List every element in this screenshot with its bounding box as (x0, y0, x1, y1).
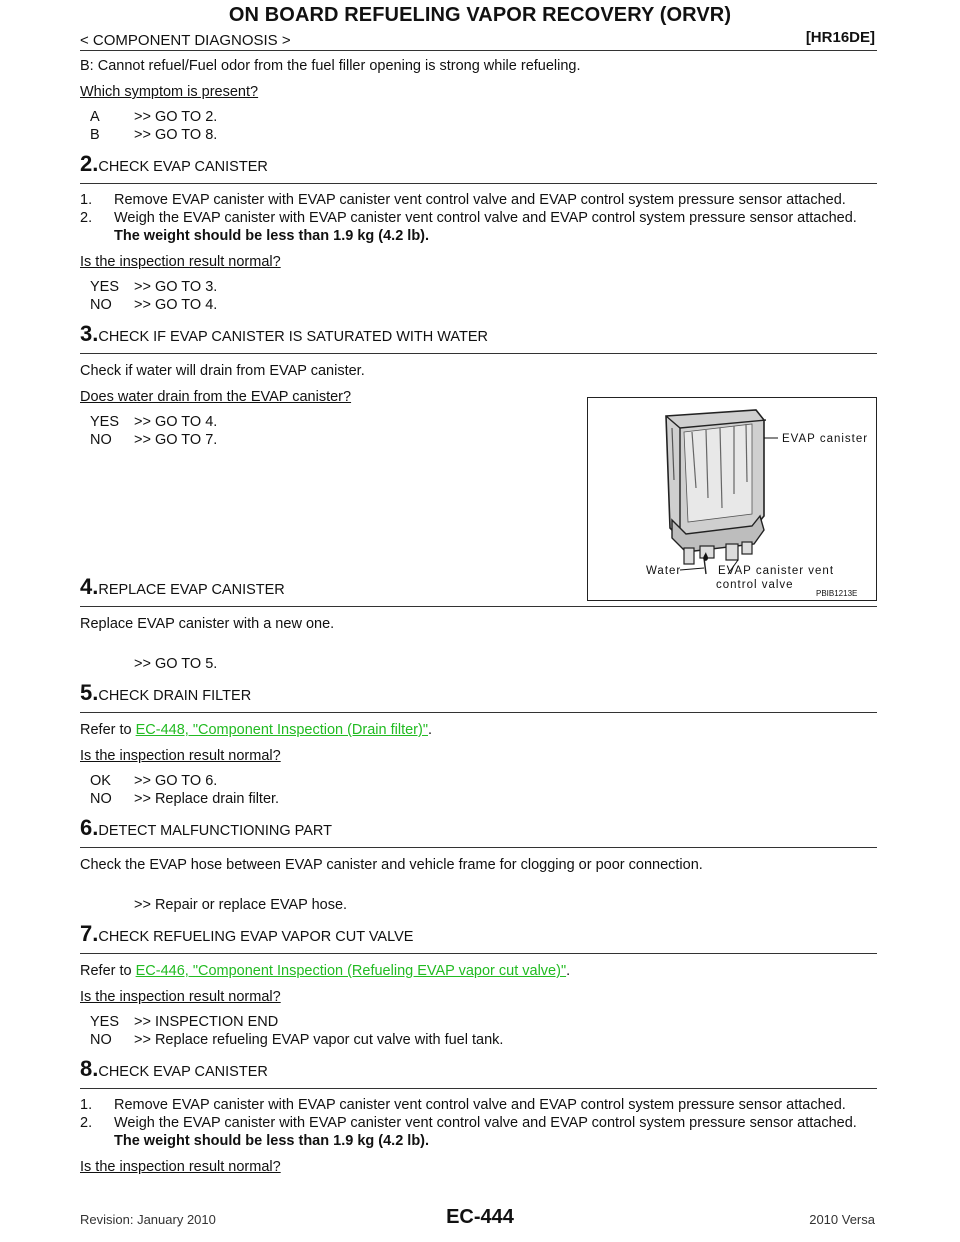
step-5-question: Is the inspection result normal? (80, 748, 281, 764)
step-number: 6. (80, 815, 99, 840)
item-text: Weigh the EVAP canister with EVAP canister vent control valve and EVAP control system pressure sensor attached. (114, 1115, 857, 1131)
refer-prefix: Refer to (80, 722, 136, 738)
step-3-text: Check if water will drain from EVAP canister. (80, 363, 365, 379)
answer-row (90, 126, 877, 144)
item-number: 1. (80, 192, 93, 208)
item-number: 2. (80, 1115, 93, 1131)
answer-row (90, 655, 877, 673)
breadcrumb: < COMPONENT DIAGNOSIS > (80, 32, 291, 49)
label-evap-canister: EVAP canister (782, 433, 869, 445)
step-number: 3. (80, 321, 99, 346)
answer-text: >> Replace refueling EVAP vapor cut valve with fuel tank. (134, 1032, 504, 1048)
item-number: 2. (80, 210, 93, 226)
step-4-answers (90, 655, 877, 673)
step-5-answers (90, 772, 877, 808)
step-5-heading (80, 680, 877, 713)
answer-row (90, 896, 877, 914)
answer-key: YES (90, 279, 120, 295)
answer-key: NO (90, 791, 112, 807)
step-7-question: Is the inspection result normal? (80, 989, 281, 1005)
step-number: 4. (80, 574, 99, 599)
answer-key: YES (90, 414, 120, 430)
answer-text: >> GO TO 5. (134, 656, 218, 672)
answer-key: YES (90, 1014, 120, 1030)
step-7-answers (90, 1013, 877, 1049)
list-item (80, 1114, 877, 1150)
answer-row (90, 108, 877, 126)
page-number: EC-444 (446, 1206, 514, 1228)
answer-text: >> GO TO 8. (134, 127, 218, 143)
weight-note: The weight should be less than 1.9 kg (4.2 lb). (114, 1133, 430, 1149)
symptom-question: Which symptom is present? (80, 84, 259, 100)
weight-note: The weight should be less than 1.9 kg (4.2 lb). (114, 228, 430, 244)
refer-suffix: . (566, 963, 571, 979)
answer-text: >> Repair or replace EVAP hose. (134, 897, 348, 913)
answer-text: >> GO TO 4. (134, 414, 218, 430)
answer-key: OK (90, 773, 111, 789)
step-6-text: Check the EVAP hose between EVAP canister and vehicle frame for clogging or poor connection. (80, 857, 703, 873)
step-number: 2. (80, 151, 99, 176)
item-text: Remove EVAP canister with EVAP canister vent control valve and EVAP control system pressure sensor attached. (114, 1097, 846, 1113)
answer-row (90, 772, 877, 790)
answer-key: NO (90, 1032, 112, 1048)
step-title: DETECT MALFUNCTIONING PART (98, 823, 332, 839)
answer-text: >> Replace drain filter. (134, 791, 280, 807)
answer-key (90, 655, 134, 673)
answer-key: A (90, 109, 100, 125)
label-vent-valve-line2: control valve (716, 579, 794, 591)
list-item (80, 1096, 877, 1114)
answer-text: >> GO TO 3. (134, 279, 218, 295)
step-title: CHECK EVAP CANISTER (98, 1064, 268, 1080)
answer-text: >> GO TO 2. (134, 109, 218, 125)
list-item (80, 209, 877, 245)
page-title: ON BOARD REFUELING VAPOR RECOVERY (ORVR) (228, 4, 732, 26)
header-rule (80, 50, 877, 51)
engine-model-code: [HR16DE] (805, 29, 875, 46)
step-title: CHECK REFUELING EVAP VAPOR CUT VALVE (98, 929, 414, 945)
answer-text: >> GO TO 4. (134, 297, 218, 313)
step-6-heading (80, 815, 877, 848)
step-2-question: Is the inspection result normal? (80, 254, 281, 270)
revision-date: Revision: January 2010 (80, 1212, 216, 1227)
vehicle-model: 2010 Versa (809, 1212, 875, 1227)
refer-prefix: Refer to (80, 963, 136, 979)
answer-row (90, 296, 877, 314)
answer-key (90, 896, 134, 914)
label-vent-valve-line1: EVAP canister vent (718, 565, 835, 577)
answer-row (90, 1013, 877, 1031)
step-title: CHECK DRAIN FILTER (98, 688, 252, 704)
refer-suffix: . (427, 722, 433, 738)
symptom-answers (90, 108, 877, 144)
step-7-refer (80, 962, 877, 980)
step-5-refer (80, 721, 877, 739)
answer-row (90, 790, 877, 808)
step-3-heading (80, 321, 877, 354)
evap-canister-figure (587, 397, 877, 601)
step-2-answers (90, 278, 877, 314)
answer-text: >> GO TO 7. (134, 432, 218, 448)
answer-row (90, 1031, 877, 1049)
step-number: 8. (80, 1056, 99, 1081)
step-7-heading (80, 921, 877, 954)
drain-filter-inspection-link[interactable]: EC-448, "Component Inspection (Drain filter)" (135, 722, 428, 738)
item-text: Weigh the EVAP canister with EVAP canister vent control valve and EVAP control system pressure sensor attached. (114, 210, 857, 226)
step-title: REPLACE EVAP CANISTER (98, 582, 285, 598)
step-2-list (80, 191, 877, 245)
step-8-list (80, 1096, 877, 1150)
step-number: 7. (80, 921, 99, 946)
step-3-question: Does water drain from the EVAP canister? (80, 389, 352, 405)
vapor-cut-valve-inspection-link[interactable]: EC-446, "Component Inspection (Refueling EVAP vapor cut valve)" (135, 963, 567, 979)
answer-text: >> GO TO 6. (134, 773, 218, 789)
item-text: Remove EVAP canister with EVAP canister vent control valve and EVAP control system pressure sensor attached. (114, 192, 846, 208)
answer-key: NO (90, 297, 112, 313)
step-8-heading (80, 1056, 877, 1089)
figure-id: PBIB1213E (816, 589, 858, 598)
step-8-question: Is the inspection result normal? (80, 1159, 281, 1175)
step-2-heading (80, 151, 877, 184)
step-title: CHECK IF EVAP CANISTER IS SATURATED WITH WATER (98, 329, 489, 345)
answer-row (90, 278, 877, 296)
step-number: 5. (80, 680, 99, 705)
list-item (80, 191, 877, 209)
step-6-answers (90, 896, 877, 914)
step-title: CHECK EVAP CANISTER (98, 159, 268, 175)
content (80, 53, 877, 1176)
label-water: Water (646, 565, 682, 577)
evap-canister-illustration (588, 398, 876, 600)
answer-key: NO (90, 432, 112, 448)
answer-key: B (90, 127, 100, 143)
symptom-b-text: B: Cannot refuel/Fuel odor from the fuel filler opening is strong while refueling. (80, 58, 581, 74)
item-number: 1. (80, 1097, 93, 1113)
step-4-text: Replace EVAP canister with a new one. (80, 616, 335, 632)
answer-text: >> INSPECTION END (134, 1014, 279, 1030)
